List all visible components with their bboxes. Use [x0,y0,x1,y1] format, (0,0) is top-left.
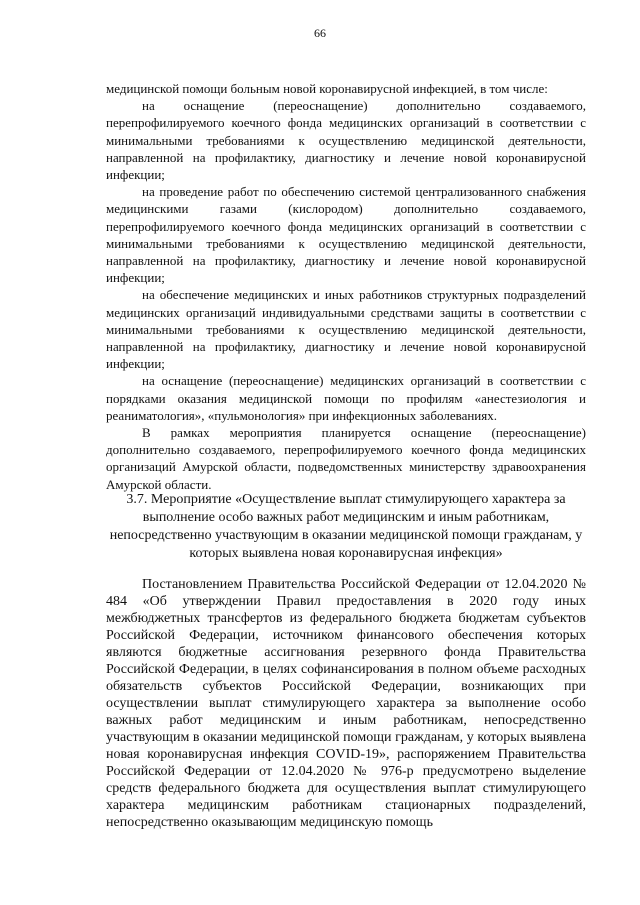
paragraph-oxygen: на проведение работ по обеспечению системой централизованного снабжения медицинскими газами (кислородом) дополнительно создаваемого, перепрофилируемого коечного фонда медицинских организаций в соответствии с минимальными требованиями к осуществлению медицинской деятельности, направленной на профилактику, диагностику и лечение новой коронавирусной инфекции; [106,184,586,286]
paragraph-protection: на обеспечение медицинских и иных работников структурных подразделений медицинских организаций индивидуальными средствами защиты в соответствии с минимальными требованиями к осуществлению медицинской деятельности, направленной на профилактику, диагностику и лечение новой коронавирусной инфекции; [106,287,586,372]
page-number: 66 [314,26,326,40]
paragraph-intro: медицинской помощи больным новой коронавирусной инфекцией, в том числе: [106,81,548,96]
document-body-top [106,80,586,493]
paragraph-resolution: Постановлением Правительства Российской Федерации от 12.04.2020 № 484 «Об утверждении Правил предоставления в 2020 году иных межбюджетных трансфертов из федерального бюджета бюджетам субъектов Российской Федерации, источником финансового обеспечения которых являются бюджетные ассигнования резервного фонда Правительства Российской Федерации, в целях софинансирования в полном объеме расходных обязательств субъектов Российской Федерации, возникающих при осуществлении выплат стимулирующего характера за выполнение особо важных работ медицинским и иным работникам, непосредственно участвующим в оказании медицинской помощи гражданам, у которых выявлена новая коронавирусная инфекция COVID-19», распоряжением Правительства Российской Федерации от 12.04.2020 № 976-р предусмотрено выделение средств федерального бюджета для осуществления выплат стимулирующего характера медицинским работникам стационарных подразделений, непосредственно оказывающим медицинскую помощь [106,577,586,830]
paragraph-reequipment: на оснащение (переоснащение) медицинских организаций в соответствии с порядками оказания медицинской помощи по профилям «анестезиология и реаниматология», «пульмонология» при инфекционных заболеваниях. [106,373,586,423]
paragraph-equipment: на оснащение (переоснащение) дополнительно создаваемого, перепрофилируемого коечного фонда медицинских организаций в соответствии с минимальными требованиями к осуществлению медицинской деятельности, направленной на профилактику, диагностику и лечение новой коронавирусной инфекции; [106,98,586,183]
section-heading: 3.7. Мероприятие «Осуществление выплат стимулирующего характера за выполнение особо важных работ медицинским и иным работникам, непосредственно участвующим в оказании медицинской помощи гражданам, у которых выявлена новая коронавирусная инфекция» [109,492,583,561]
document-body-bottom [106,576,586,831]
paragraph-amur: В рамках мероприятия планируется оснащение (переоснащение) дополнительно создаваемого, перепрофилируемого коечного фонда медицинских организаций Амурской области, подведомственных министерству здравоохранения Амурской области. [106,425,586,492]
